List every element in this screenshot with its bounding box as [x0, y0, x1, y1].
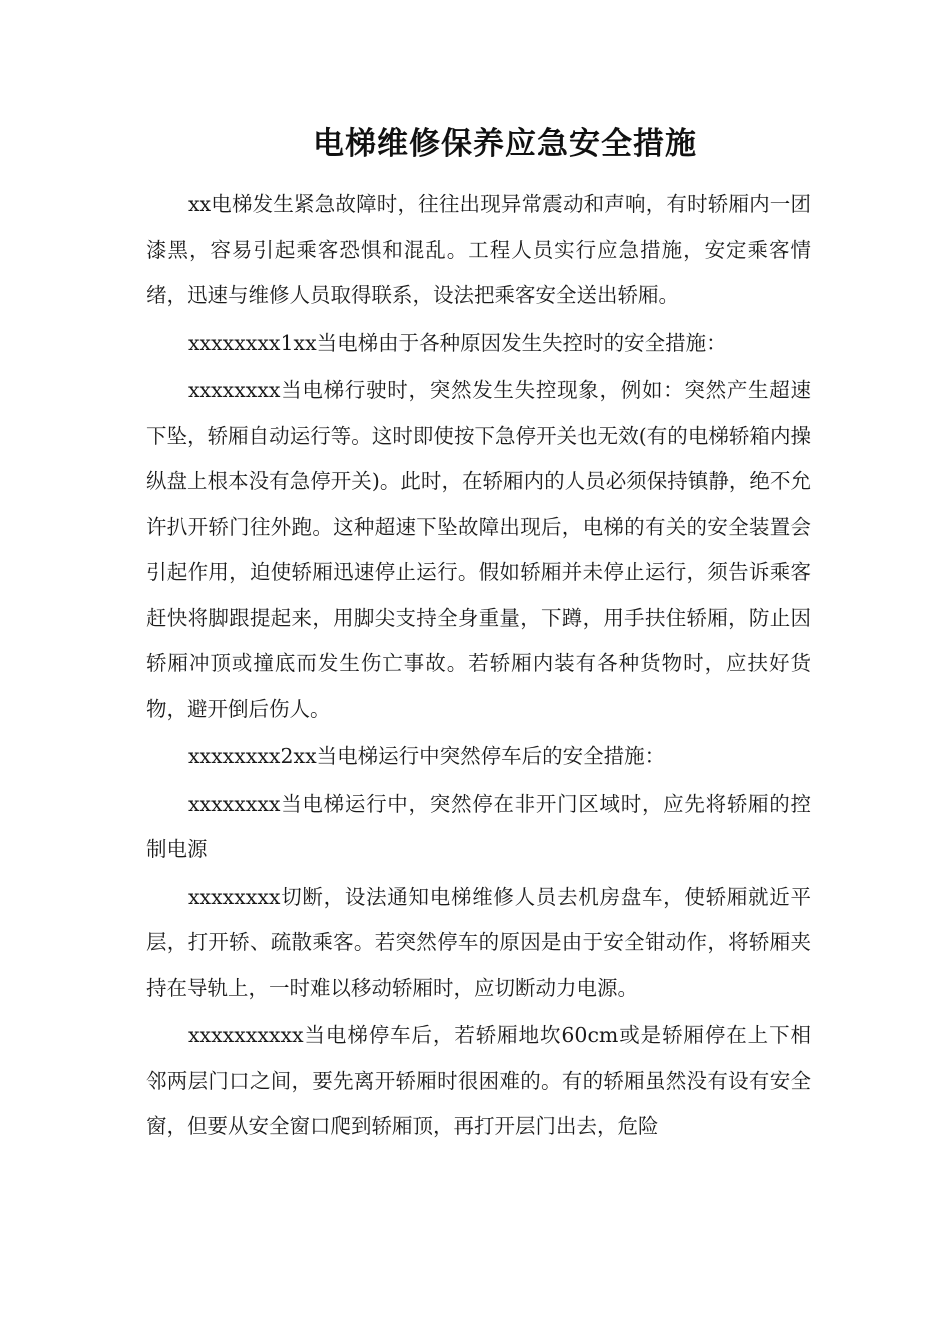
paragraph-cut-power: xxxxxxxx切断，设法通知电梯维修人员去机房盘车，使轿厢就近平层，打开轿、疏散乘客。若突然停车的原因是由于安全钳动作，将轿厢夹持在导轨上，一时难以移动轿厢时，应切断动力电源。 — [146, 884, 811, 1000]
paragraph-loss-of-control: xxxxxxxx当电梯行驶时，突然发生失控现象，例如：突然产生超速下坠，轿厢自动运行等。这时即使按下急停开关也无效(有的电梯轿箱内操纵盘上根本没有急停开关)。此时，在轿厢内的人员必须保持镇静，绝不允许扒开轿门往外跑。这种超速下坠故障出现后，电梯的有关的安全装置会引起作用，迫使轿厢迅速停止运行。假如轿厢并未停止运行，须告诉乘客赶快将脚跟提起来，用脚尖支持全身重量，下蹲，用手扶住轿厢，防止因轿厢冲顶或撞底而发生伤亡事故。若轿厢内装有各种货物时，应扶好货物，避开倒后伤人。 — [146, 378, 811, 721]
paragraph-sudden-stop: xxxxxxxx当电梯运行中，突然停在非开门区域时，应先将轿厢的控制电源 — [146, 791, 811, 861]
paragraph-heading-2: xxxxxxxx2xx当电梯运行中突然停车后的安全措施： — [188, 744, 666, 768]
paragraph-stuck-between-floors: xxxxxxxxxx当电梯停车后，若轿厢地坎60cm或是轿厢停在上下相邻两层门口之间，要先离开轿厢时很困难的。有的轿厢虽然没有设有安全窗，但要从安全窗口爬到轿厢顶，再打开层门出去，危险 — [146, 1023, 811, 1138]
document-title: 电梯维修保养应急安全措施 — [313, 126, 697, 162]
paragraph-heading-1: xxxxxxxx1xx当电梯由于各种原因发生失控时的安全措施： — [188, 330, 727, 355]
document-body — [146, 182, 811, 1152]
paragraph-intro: xx电梯发生紧急故障时，往往出现异常震动和声响，有时轿厢内一团漆黑，容易引起乘客恐惧和混乱。工程人员实行应急措施，安定乘客情绪，迅速与维修人员取得联系，设法把乘客安全送出轿厢。 — [146, 192, 811, 307]
